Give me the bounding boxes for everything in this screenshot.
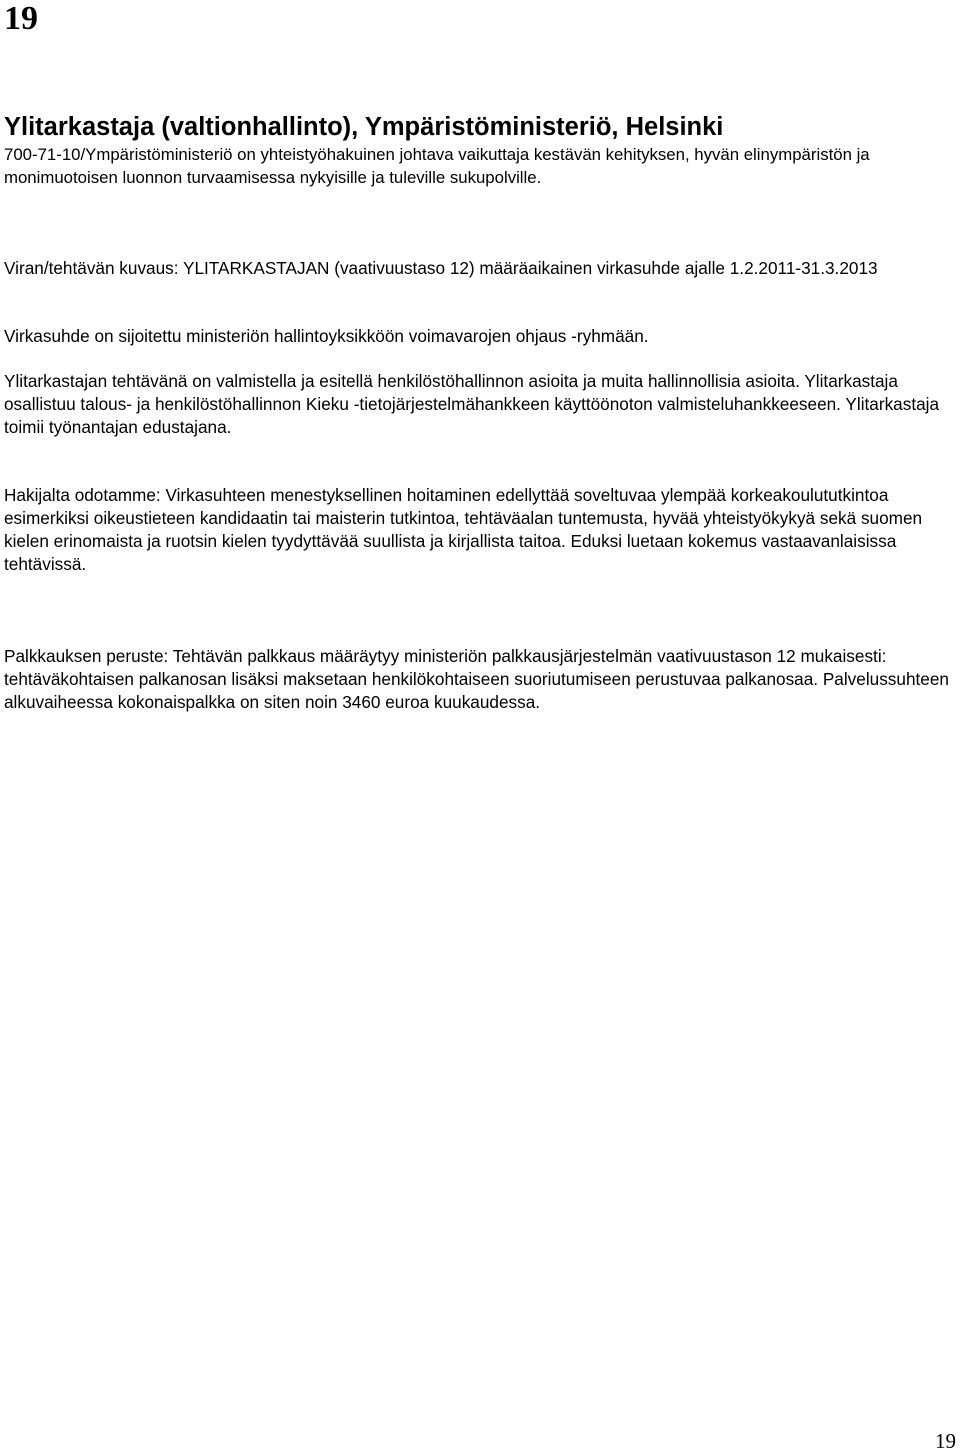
page-number-top: 19: [4, 0, 38, 37]
job-description: Viran/tehtävän kuvaus: YLITARKASTAJAN (vaativuustaso 12) määräaikainen virkasuhde ajalle 1.2.2011-31.3.2013: [4, 258, 878, 278]
job-requirements: Hakijalta odotamme: Virkasuhteen menestyksellinen hoitaminen edellyttää soveltuvaa ylempää korkeakoulututkintoa esimerkiksi oikeustieteen kandidaatin tai maisterin tutkintoa, tehtäväalan tuntemusta, hyvää yhteistyökykyä sekä suomen kielen erinomaista ja ruotsin kielen tyydyttävää suullista ja kirjallista taitoa. Eduksi luetaan kokemus vastaavanlaisissa tehtävissä.: [4, 485, 923, 574]
page-number-bottom: 19: [935, 1429, 956, 1453]
employer-intro: 700-71-10/Ympäristöministeriö on yhteistyöhakuinen johtava vaikuttaja kestävän kehityksen, hyvän elinympäristön ja monimuotoisen luonnon turvaamisessa nykyisille ja tuleville sukupolville.: [4, 145, 870, 187]
job-unit: Virkasuhde on sijoitettu ministeriön hallintoyksikköön voimavarojen ohjaus -ryhmään.: [4, 326, 649, 346]
job-duties: Ylitarkastajan tehtävänä on valmistella ja esitellä henkilöstöhallinnon asioita ja muita hallinnollisia asioita. Ylitarkastaja osallistuu talous- ja henkilöstöhallinnon Kieku -tietojärjestelmähankkeen käyttöönoton valmisteluhankkeeseen. Ylitarkastaja toimii työnantajan edustajana.: [4, 371, 940, 437]
job-salary: Palkkauksen peruste: Tehtävän palkkaus määräytyy ministeriön palkkausjärjestelmän vaativuustason 12 mukaisesti: tehtäväkohtaisen palkanosan lisäksi maksetaan henkilökohtaiseen suoriutumiseen perustuvaa palkanosaa. Palvelussuhteen alkuvaiheessa kokonaispalkka on siten noin 3460 euroa kuukaudessa.: [4, 646, 949, 712]
job-title: Ylitarkastaja (valtionhallinto), Ympäristöministeriö, Helsinki: [4, 113, 724, 141]
